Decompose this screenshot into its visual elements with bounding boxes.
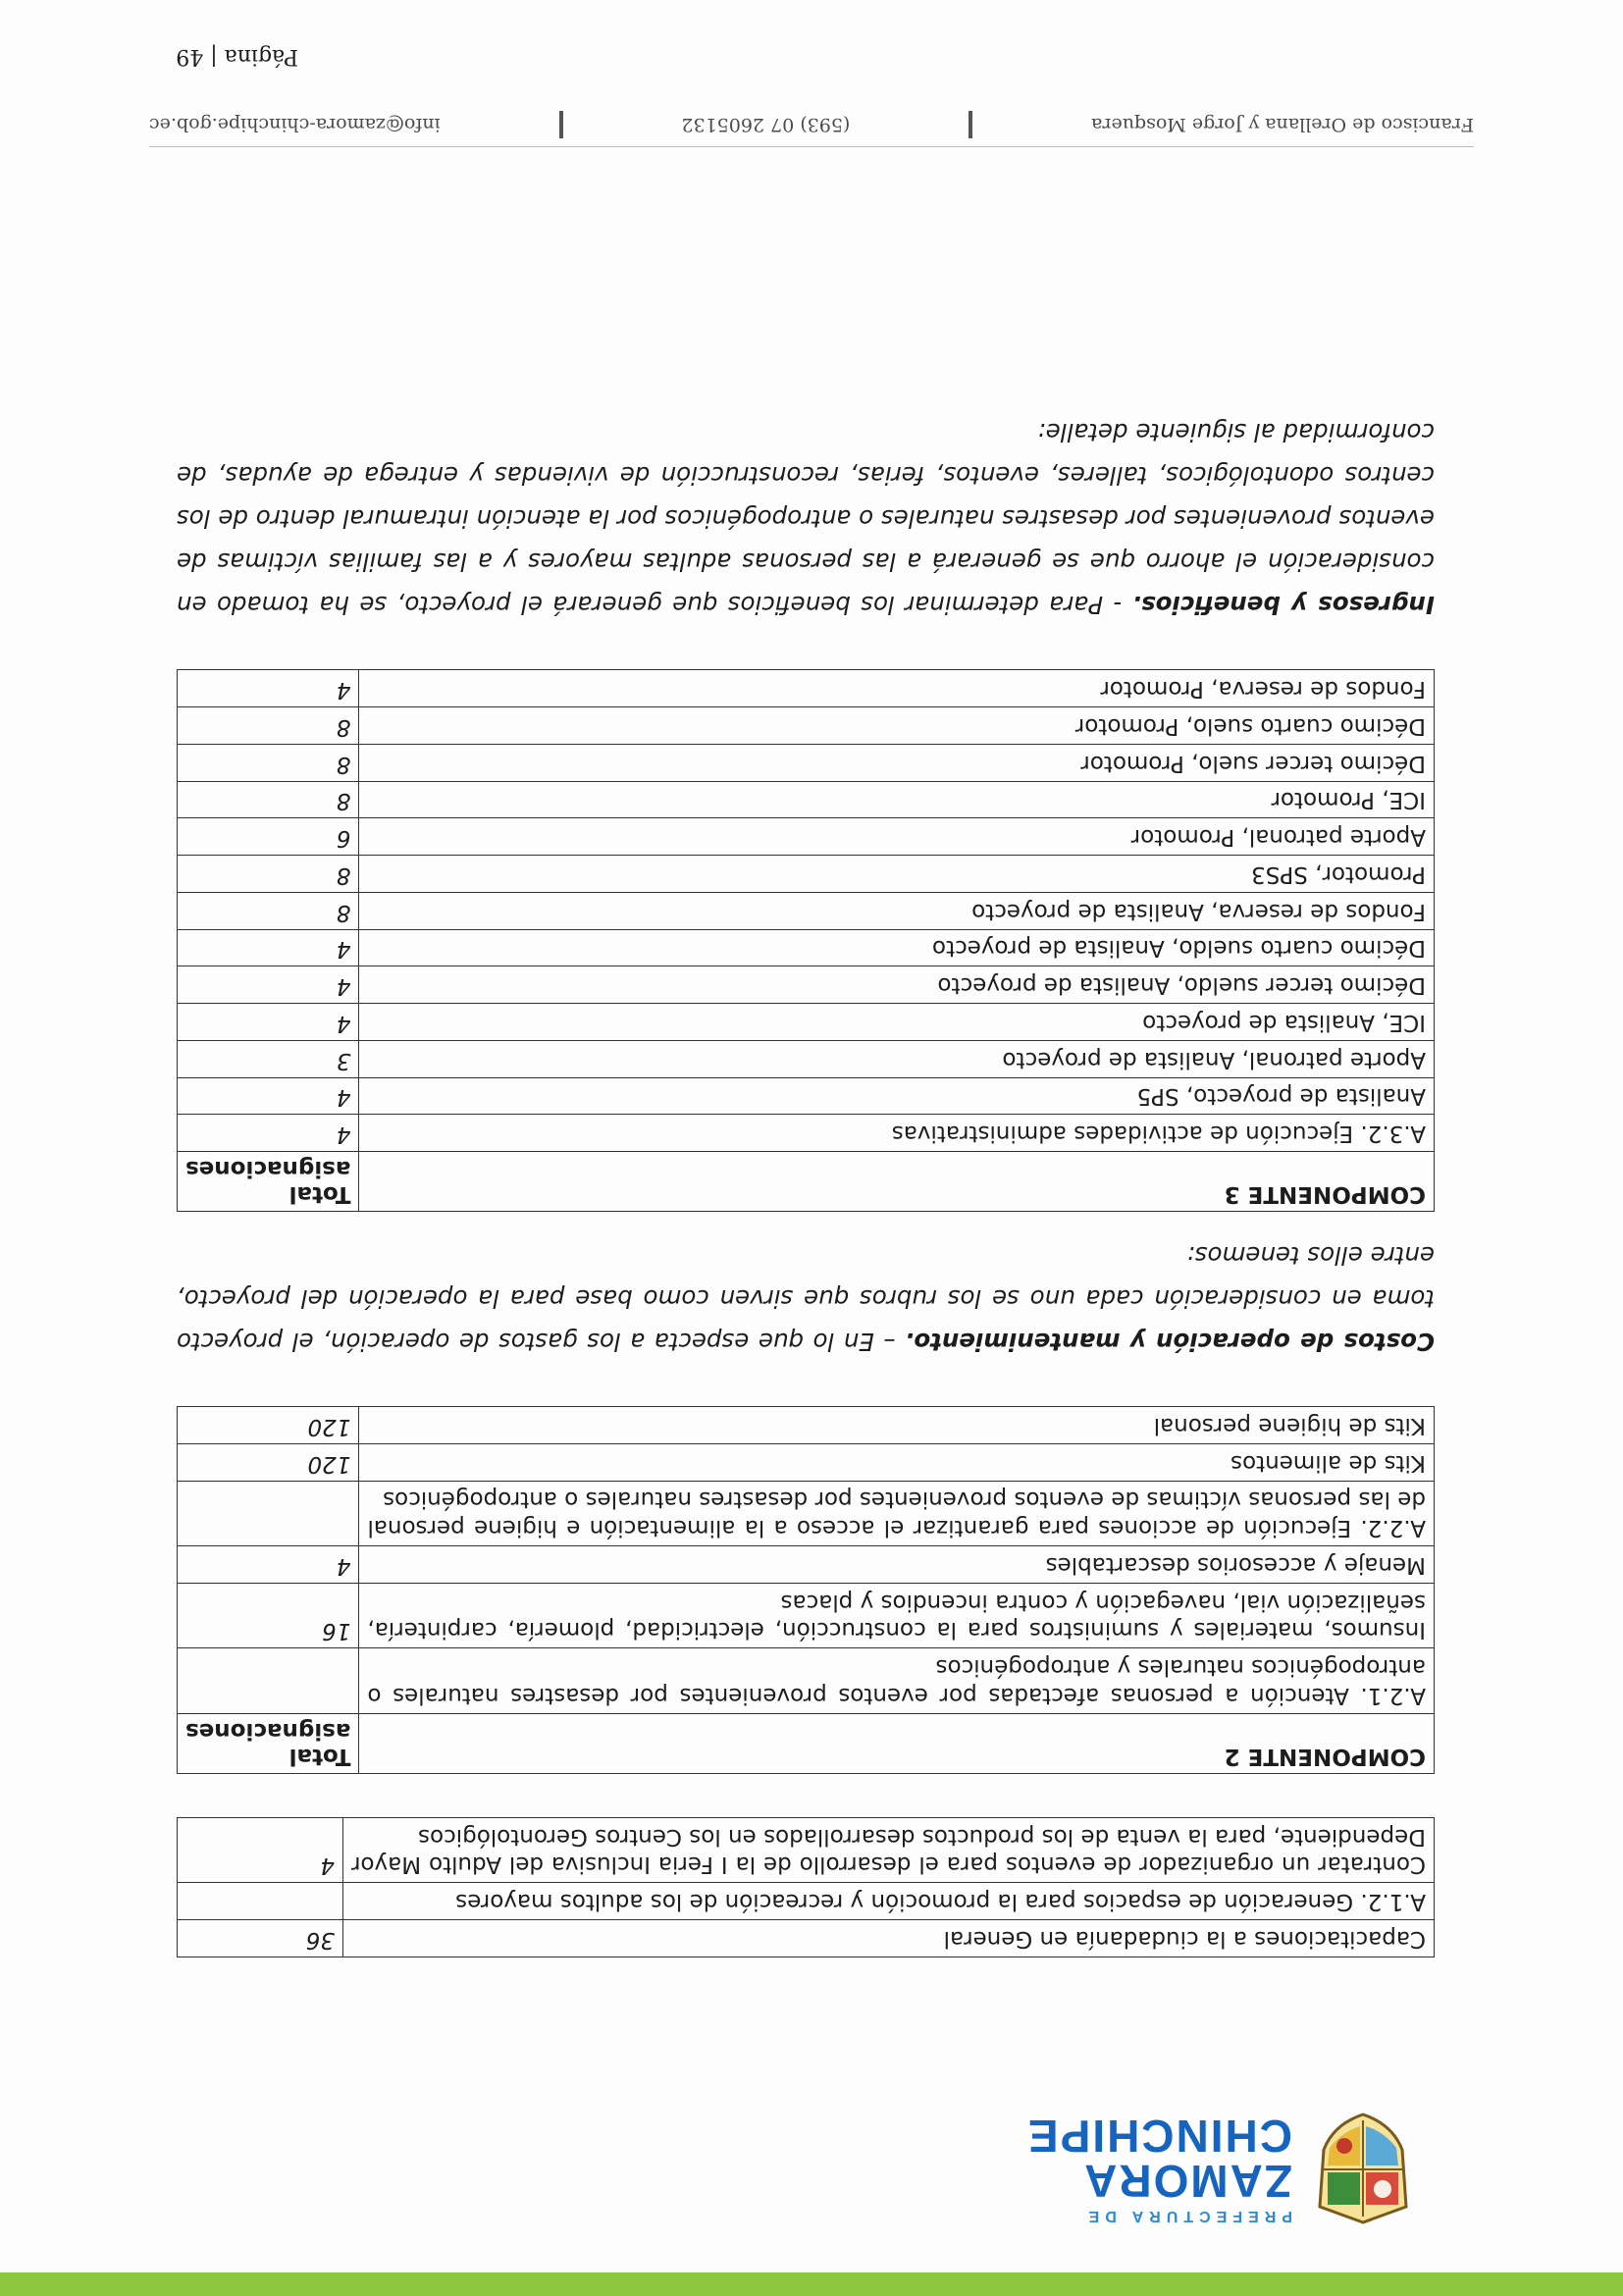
table-header-row bbox=[178, 1152, 1435, 1212]
table-row bbox=[178, 1115, 1435, 1152]
table-row bbox=[178, 1818, 1435, 1884]
row-description: Analista de proyecto, SP5 bbox=[359, 1077, 1435, 1115]
component2-table bbox=[177, 1406, 1435, 1774]
logo-chinchipe: CHINCHIPE bbox=[1025, 2111, 1292, 2162]
footer-email[interactable]: info@zamora-chinchipe.gob.ec bbox=[149, 114, 441, 135]
row-description: ICE, Analista de proyecto bbox=[359, 1004, 1435, 1041]
table-row bbox=[178, 856, 1435, 893]
row-total: 4 bbox=[178, 1004, 359, 1041]
row-total: 8 bbox=[178, 856, 359, 893]
table-row bbox=[178, 929, 1435, 966]
row-total bbox=[178, 1883, 343, 1920]
main-content bbox=[177, 411, 1435, 1958]
row-description: Décimo tercer suelo, Promotor bbox=[359, 745, 1435, 782]
total-header: Total asignaciones bbox=[178, 1152, 359, 1212]
row-description: Contratar un organizador de eventos para el desarrollo de la I Feria Inclusiva del Adulto Mayor Dependiente, para la venta de los productos desarrollados en los Centros Gerontológicos bbox=[343, 1818, 1435, 1884]
row-description: Menaje y accesorios descartables bbox=[359, 1546, 1435, 1584]
table-row bbox=[178, 1481, 1435, 1546]
table-row bbox=[178, 1883, 1435, 1920]
table-row bbox=[178, 1004, 1435, 1041]
table-header-row bbox=[178, 1714, 1435, 1774]
operation-costs-text: – En lo que especta a los gastos de operación, el proyecto toma en consideración cada uno se los rubros que sirven como base para la operación del proyecto, entre ellos tenemos: bbox=[177, 1241, 1435, 1357]
page-footer bbox=[149, 111, 1474, 147]
component3-table bbox=[177, 670, 1435, 1213]
row-total: 4 bbox=[178, 929, 359, 966]
row-description: Kits de alimentos bbox=[359, 1444, 1435, 1482]
total-header: Total asignaciones bbox=[178, 1714, 359, 1774]
prefecture-crest-icon bbox=[1314, 2111, 1412, 2226]
income-benefits-text: - Para determinar los beneficios que generará el proyecto, se ha tomado en consideración el ahorro que se generará a las personas adultas mayores y a las familias víctimas de eventos provenientes por desastres naturales o antropogénicos por la atención intramural dentro de los centros odontológicos, talleres, eventos, ferias, reconstrucción de viviendas y entrega de ayudas, de conformidad al siguiente detalle: bbox=[177, 418, 1435, 620]
table-row bbox=[178, 1546, 1435, 1584]
operation-costs-heading: Costos de operación y mantenimiento. bbox=[905, 1328, 1435, 1357]
table-row bbox=[178, 745, 1435, 782]
footer-separator bbox=[969, 111, 972, 138]
row-total: 8 bbox=[178, 707, 359, 745]
prefecture-logotype bbox=[1026, 2113, 1292, 2223]
row-total: 6 bbox=[178, 818, 359, 856]
row-description: Aporte patronal, Promotor bbox=[359, 818, 1435, 856]
row-total: 4 bbox=[178, 1115, 359, 1152]
row-total: 36 bbox=[178, 1920, 343, 1957]
footer-contact-row bbox=[149, 111, 1474, 138]
row-total: 3 bbox=[178, 1041, 359, 1078]
row-total: 4 bbox=[178, 966, 359, 1004]
table-row bbox=[178, 966, 1435, 1004]
footer-address: Francisco de Orellana y Jorge Mosquera bbox=[1091, 114, 1474, 135]
table-row bbox=[178, 893, 1435, 930]
row-description: ICE, Promotor bbox=[359, 781, 1435, 818]
table-row bbox=[178, 670, 1435, 707]
row-total: 4 bbox=[178, 1077, 359, 1115]
row-description: Aporte patronal, Analista de proyecto bbox=[359, 1041, 1435, 1078]
operation-costs-paragraph bbox=[177, 1233, 1435, 1363]
income-benefits-paragraph bbox=[177, 411, 1435, 627]
row-description: Fondos de reserva, Analista de proyecto bbox=[359, 893, 1435, 930]
row-description: A.1.2. Generación de espacios para la promoción y recreación de los adultos mayores bbox=[343, 1883, 1435, 1920]
row-description: A.2.2. Ejecución de acciones para garantizar el acceso a la alimentación e higiene personal de las personas víctimas de eventos provenientes por desastres naturales o antropogénicos bbox=[359, 1481, 1435, 1546]
top-green-bar bbox=[0, 2272, 1623, 2296]
row-total bbox=[178, 1481, 359, 1546]
logo-prefectura: PREFECTURA DE bbox=[1082, 2208, 1292, 2224]
table-row bbox=[178, 1648, 1435, 1714]
component-header: COMPONENTE 3 bbox=[359, 1152, 1435, 1212]
component1-table bbox=[177, 1817, 1435, 1957]
row-description: Insumos, materiales y suministros para la construcción, electricidad, plomería, carpintería, señalización vial, navegación y contra incendios y placas bbox=[359, 1584, 1435, 1649]
footer-separator bbox=[559, 111, 563, 138]
table-row bbox=[178, 1077, 1435, 1115]
row-total: 4 bbox=[178, 1818, 343, 1884]
income-benefits-heading: Ingresos y beneficios. bbox=[1131, 591, 1435, 620]
row-total: 8 bbox=[178, 781, 359, 818]
row-description: A.2.1. Atención a personas afectadas por eventos provenientes por desastres naturales o antropogénicos naturales y antropogénicos bbox=[359, 1648, 1435, 1714]
row-total: 120 bbox=[178, 1444, 359, 1482]
row-description: Promotor, SPS3 bbox=[359, 856, 1435, 893]
footer-divider bbox=[149, 146, 1474, 147]
row-description: Décimo tercer sueldo, Analista de proyecto bbox=[359, 966, 1435, 1004]
logo-zamora: ZAMORA bbox=[1082, 2156, 1292, 2207]
table-row bbox=[178, 1041, 1435, 1078]
page-header bbox=[902, 2100, 1412, 2237]
row-description: A.3.2. Ejecución de actividades administrativas bbox=[359, 1115, 1435, 1152]
row-description: Décimo cuarto suelo, Promotor bbox=[359, 707, 1435, 745]
row-description: Kits de higiene personal bbox=[359, 1407, 1435, 1444]
table-row bbox=[178, 1584, 1435, 1649]
row-total: 16 bbox=[178, 1584, 359, 1649]
row-total: 8 bbox=[178, 745, 359, 782]
table-row bbox=[178, 1407, 1435, 1444]
table-row bbox=[178, 1920, 1435, 1957]
row-description: Décimo cuarto sueldo, Analista de proyecto bbox=[359, 929, 1435, 966]
row-total: 8 bbox=[178, 893, 359, 930]
table-row bbox=[178, 707, 1435, 745]
component-header: COMPONENTE 2 bbox=[359, 1714, 1435, 1774]
table-row bbox=[178, 1444, 1435, 1482]
page-number: Página | 49 bbox=[176, 44, 298, 69]
row-total: 120 bbox=[178, 1407, 359, 1444]
footer-phone: (593) 07 2605132 bbox=[681, 114, 851, 135]
row-total: 4 bbox=[178, 670, 359, 707]
row-description: Capacitaciones a la ciudadanía en General bbox=[343, 1920, 1435, 1957]
table-row bbox=[178, 781, 1435, 818]
table-row bbox=[178, 818, 1435, 856]
row-total bbox=[178, 1648, 359, 1714]
row-total: 4 bbox=[178, 1546, 359, 1584]
row-description: Fondos de reserva, Promotor bbox=[359, 670, 1435, 707]
